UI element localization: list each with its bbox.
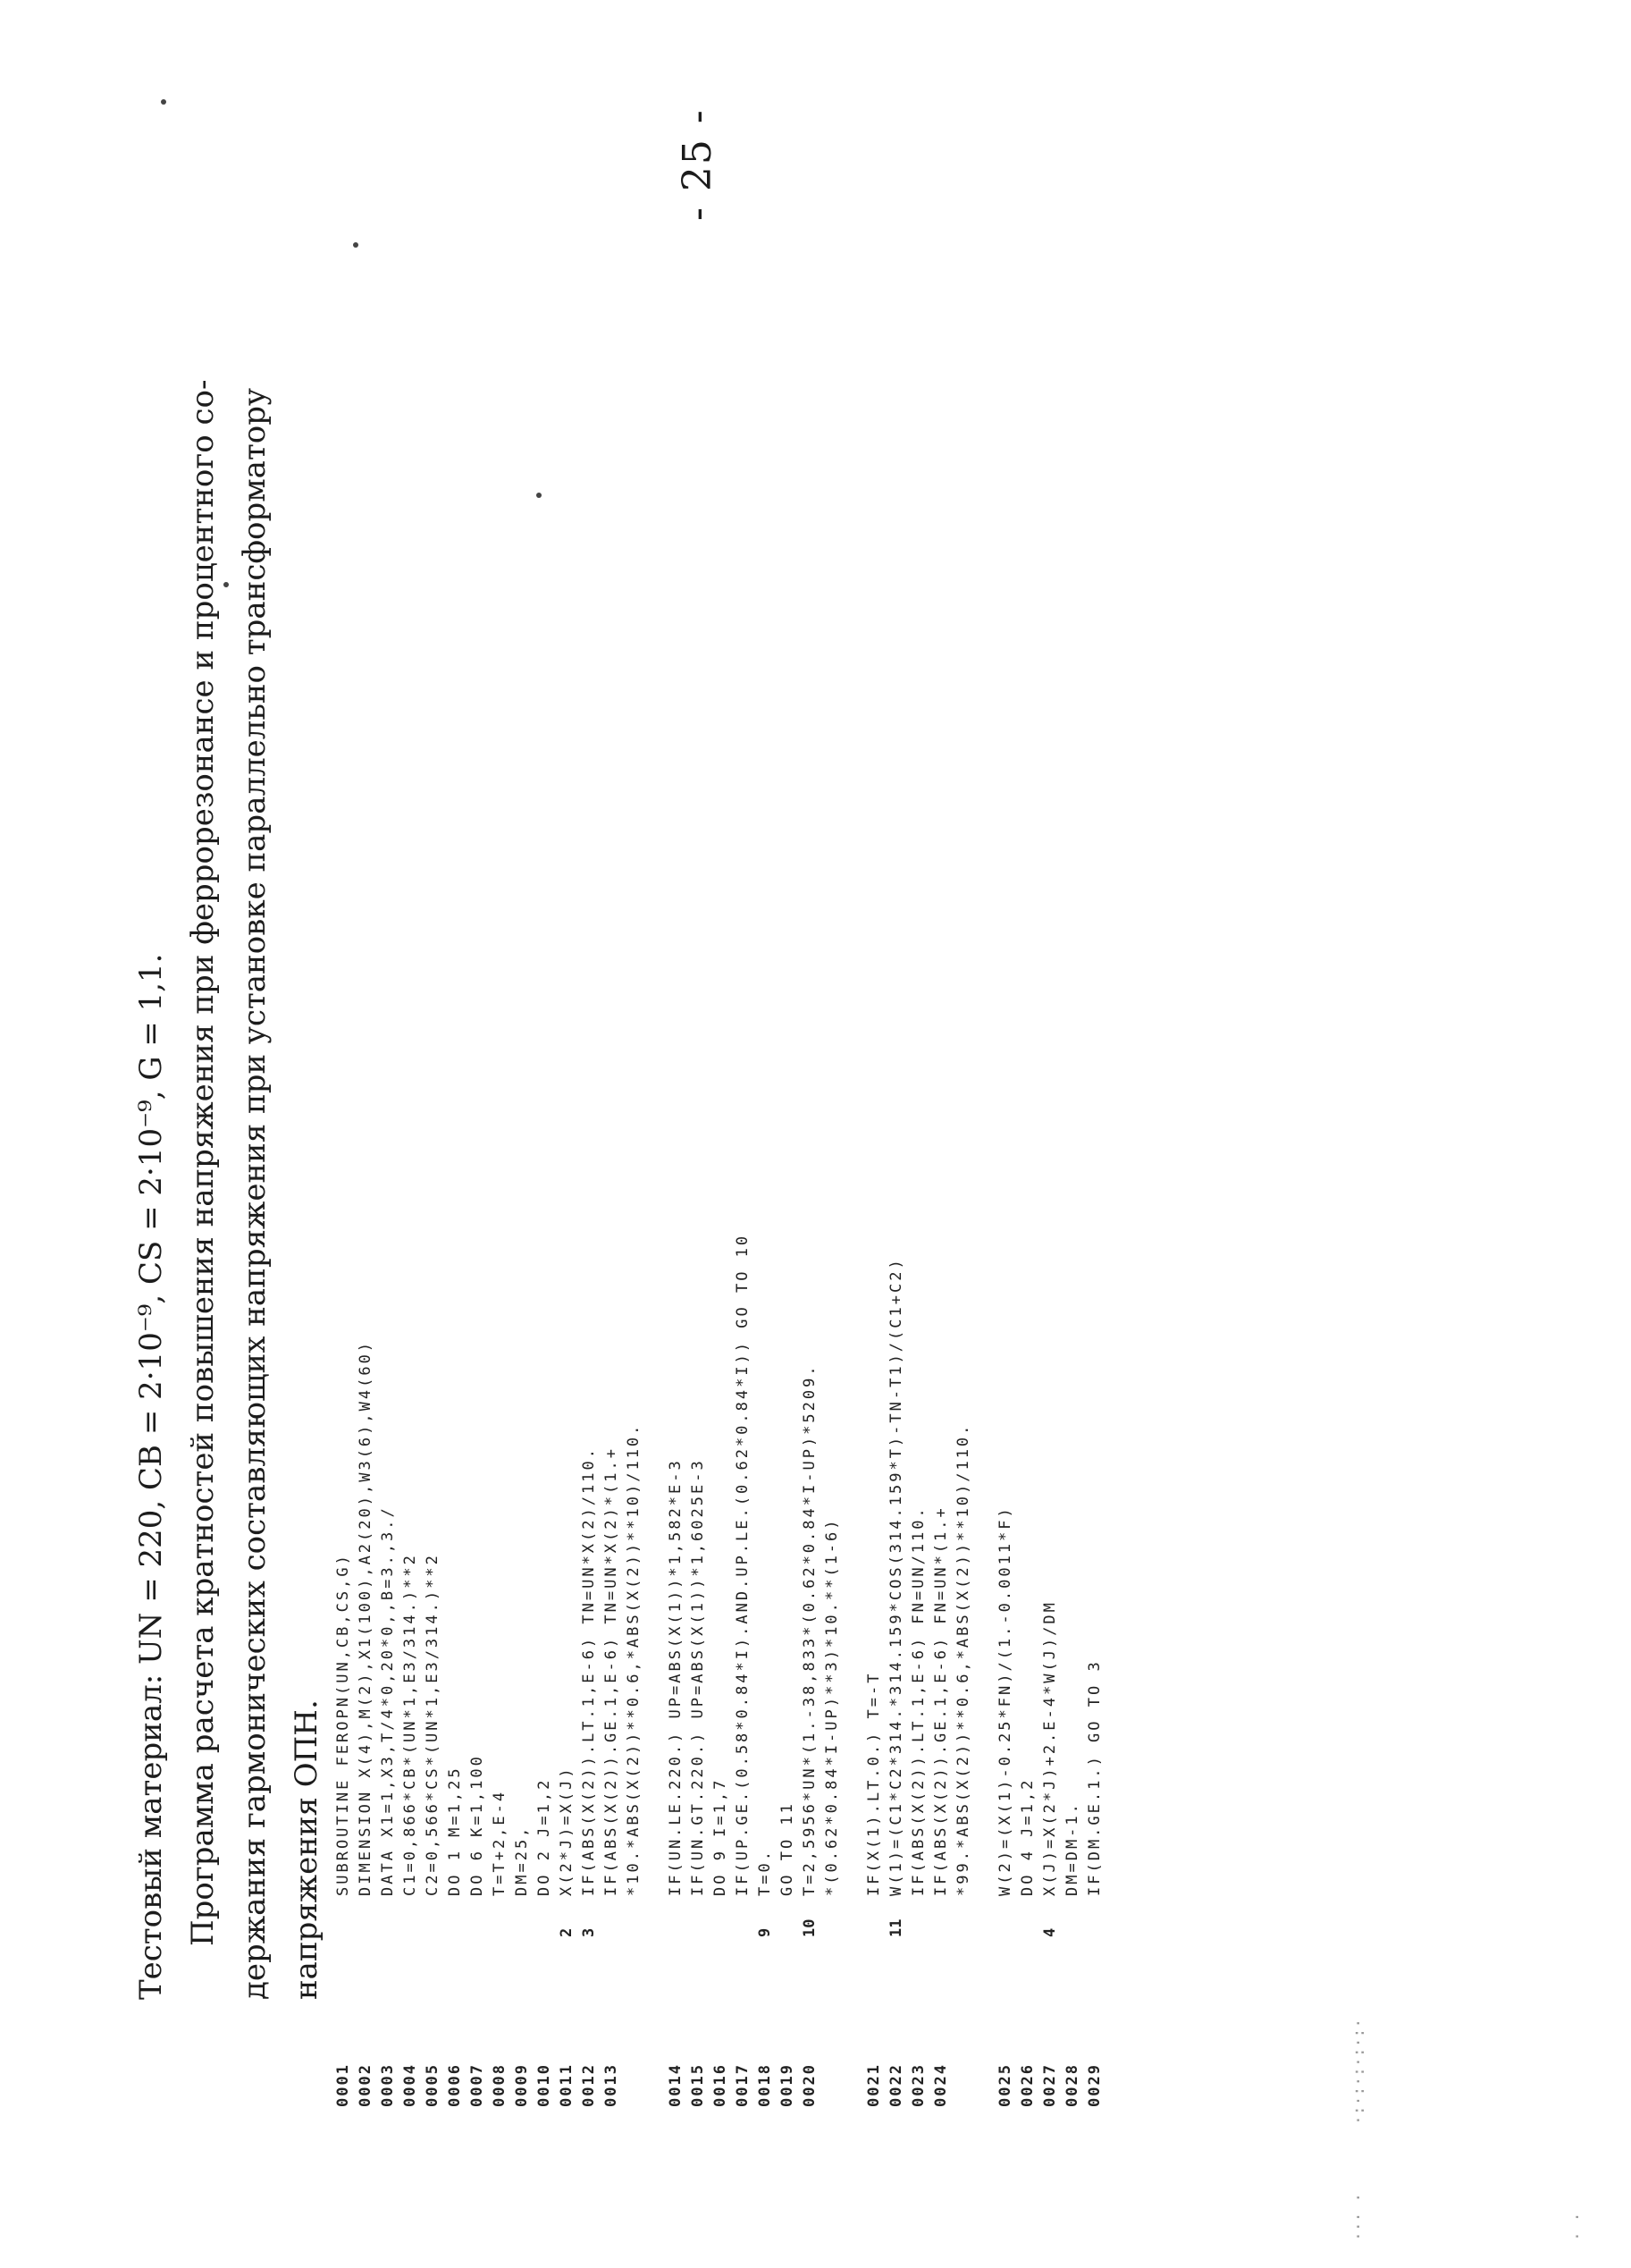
line-number: 0006 [446, 2063, 464, 2107]
statement-text: DO 4 J=1,2 [1019, 1777, 1037, 1896]
line-number: 0013 [602, 2063, 620, 2107]
statement-label [601, 1896, 623, 1937]
document-heading [125, 212, 332, 2000]
statement-label: 4 [1041, 1927, 1059, 1937]
code-line [489, 1234, 511, 2107]
line-number: 0009 [513, 2063, 531, 2107]
test-material-line: Тестовый материал: UN = 220, CB = 2·10⁻⁹, CS = 2·10⁻⁹, G = 1,1. [133, 953, 169, 2000]
statement-label: 11 [887, 1918, 905, 1937]
scan-speck [353, 242, 358, 248]
code-line [863, 1234, 886, 2107]
statement-label [623, 1896, 645, 1937]
code-line [908, 1234, 930, 2107]
code-line [687, 1234, 710, 2107]
statement-text: X(2*J)=X(J) [558, 1766, 576, 1896]
statement-text: IF(UN.LE.220.) UP=ABS(X(1))*1,582*E-3 [667, 1458, 685, 1896]
statement-label [489, 1896, 511, 1937]
line-number: 0017 [734, 2063, 752, 2107]
line-number: 0004 [401, 2063, 419, 2107]
code-line [511, 1234, 534, 2107]
code-line [556, 1234, 578, 2107]
line-number: 0016 [711, 2063, 729, 2107]
statement-label [953, 1896, 975, 1937]
statement-label [444, 1896, 467, 1937]
statement-label [534, 1896, 556, 1937]
statement-label: 3 [580, 1927, 598, 1937]
line-number: 0002 [357, 2063, 374, 2107]
line-number: 0023 [910, 2063, 928, 2107]
line-number: 0028 [1064, 2063, 1081, 2107]
line-number: 0024 [932, 2063, 950, 2107]
scan-speck [223, 582, 229, 587]
line-number: 0029 [1086, 2063, 1104, 2107]
line-number: 0008 [491, 2063, 509, 2107]
statement-label [908, 1896, 930, 1937]
line-number: 0019 [778, 2063, 796, 2107]
line-number: 0005 [424, 2063, 441, 2107]
statement-label: 10 [801, 1918, 819, 1937]
statement-text: W(2)=(X(1)-0.25*FN)/(1.-0.0011*F) [996, 1505, 1014, 1896]
line-number: 0014 [667, 2063, 685, 2107]
statement-text: DO 6 K=1,100 [468, 1754, 486, 1896]
footer-smudge-middle: ·:·:·:·:·:· [1349, 2018, 1368, 2125]
program-description-line-3: напряжения ОПН. [289, 1699, 324, 2000]
statement-label [863, 1896, 886, 1937]
code-line [332, 1234, 355, 2107]
code-line [665, 1234, 687, 2107]
statement-label [687, 1896, 710, 1937]
statement-text: IF(UP.GE.(0.58*0.84*I).AND.UP.LE.(0.62*0.84*I)) GO TO 10 [734, 1233, 752, 1896]
code-line [1062, 1234, 1084, 2107]
scan-speck [161, 99, 166, 105]
statement-text: T=2,5956*UN*(1.-38,833*(0.62*0.84*I-UP)*5209. [801, 1363, 819, 1896]
line-number: 0025 [996, 2063, 1014, 2107]
code-line [623, 1234, 645, 2107]
statement-text: IF(X(1).LT.0.) T=-T [865, 1671, 883, 1896]
statement-label [777, 1896, 799, 1937]
line-number: 0020 [801, 2063, 819, 2107]
statement-text: IF(ABS(X(2)).GE.1,E-6) TN=UN*X(2)*(1.+ [602, 1446, 620, 1896]
program-description-line-1: Программа расчета кратностей повышения напряжения при феррорезонансе и процентного со- [185, 379, 221, 1946]
statement-label [377, 1896, 399, 1937]
code-line [422, 1234, 444, 2107]
code-line [534, 1234, 556, 2107]
footer-smudge-right: ··· · [1349, 2192, 1368, 2241]
statement-text: T=0. [756, 1849, 774, 1896]
statement-label [1017, 1896, 1039, 1937]
line-number: 0010 [535, 2063, 553, 2107]
statement-label: 9 [756, 1927, 774, 1937]
line-number [953, 1937, 975, 2107]
scan-speck [536, 493, 542, 498]
statement-text: IF(DM.GE.1.) GO TO 3 [1086, 1659, 1104, 1896]
statement-text: DO 2 J=1,2 [535, 1777, 553, 1896]
line-number: 0001 [334, 2063, 352, 2107]
footer-smudge-left: · · [1568, 2212, 1587, 2241]
statement-text: DIMENSION X(4),M(2),X1(100),A2(20),W3(6),W4(60) [357, 1339, 374, 1896]
statement-text: SUBROUTINE FEROPN(UN,CB,CS,G) [334, 1553, 352, 1896]
statement-text: IF(ABS(X(2)).GE.1,E-6) FN=UN*(1.+ [932, 1505, 950, 1896]
statement-text: T=T+2,E-4 [491, 1789, 509, 1896]
statement-label [1062, 1896, 1084, 1937]
statement-label [665, 1896, 687, 1937]
statement-text: IF(ABS(X(2)).LT.1,E-6) TN=UN*X(2)/110. [580, 1446, 598, 1896]
page-number: - 25 - [675, 108, 720, 221]
line-number: 0022 [887, 2063, 905, 2107]
statement-label: 2 [558, 1927, 576, 1937]
code-line [799, 1234, 821, 2107]
line-number: 0007 [468, 2063, 486, 2107]
code-line [821, 1234, 844, 2107]
line-number [623, 1937, 645, 2107]
line-number: 0011 [558, 2063, 576, 2107]
statement-text: *10.*ABS(X(2))**0.6,*ABS(X(2))**10)/110. [625, 1422, 643, 1896]
statement-label [332, 1896, 355, 1937]
statement-text: C2=0,566*CS*(UN*1,E3/314.)**2 [424, 1553, 441, 1896]
statement-label [422, 1896, 444, 1937]
line-number: 0018 [756, 2063, 774, 2107]
code-line [1084, 1234, 1106, 2107]
statement-text: GO TO 11 [778, 1801, 796, 1896]
line-number: 0027 [1041, 2063, 1059, 2107]
statement-text: DO 1 M=1,25 [446, 1766, 464, 1896]
code-line [754, 1234, 777, 2107]
code-line [578, 1234, 601, 2107]
statement-text: *(0.62*0.84*I-UP)**3)*10.**(1-6) [823, 1517, 841, 1896]
fortran-listing [332, 1234, 1106, 2107]
code-line [444, 1234, 467, 2107]
code-line [601, 1234, 623, 2107]
line-number: 0003 [379, 2063, 397, 2107]
statement-label [467, 1896, 489, 1937]
code-line [732, 1234, 754, 2107]
statement-label [399, 1896, 422, 1937]
line-number [821, 1937, 844, 2107]
code-line [467, 1234, 489, 2107]
code-line [777, 1234, 799, 2107]
statement-text: IF(UN.GT.220.) UP=ABS(X(1))*1,6025E-3 [689, 1458, 707, 1896]
statement-text: DATA X1=1,X3,T/4*0,20*0,,B=3.,3./ [379, 1505, 397, 1896]
line-number: 0012 [580, 2063, 598, 2107]
statement-text: W(1)=(C1*C2*314.*314.159*COS(314.159*T)-TN-T1)/(C1+C2) [887, 1257, 905, 1896]
statement-label [995, 1896, 1017, 1937]
code-line [995, 1234, 1017, 2107]
statement-label [732, 1896, 754, 1937]
line-number: 0021 [865, 2063, 883, 2107]
code-line [1039, 1234, 1062, 2107]
code-line [355, 1234, 377, 2107]
code-line [930, 1234, 953, 2107]
statement-text: IF(ABS(X(2)).LT.1,E-6) FN=UN/110. [910, 1505, 928, 1896]
statement-label [1084, 1896, 1106, 1937]
statement-text: DM=25, [513, 1825, 531, 1896]
statement-label [710, 1896, 732, 1937]
code-line [710, 1234, 732, 2107]
line-number: 0026 [1019, 2063, 1037, 2107]
statement-text: *99.*ABS(X(2))**0.6,*ABS(X(2))**10)/110. [954, 1422, 972, 1896]
statement-label [355, 1896, 377, 1937]
code-line [377, 1234, 399, 2107]
statement-text: DO 9 I=1,7 [711, 1777, 729, 1896]
line-number: 0015 [689, 2063, 707, 2107]
code-line [886, 1234, 908, 2107]
code-line [1017, 1234, 1039, 2107]
statement-label [930, 1896, 953, 1937]
statement-text: X(J)=X(2*J)+2.E-4*W(J)/DM [1041, 1600, 1059, 1896]
program-description-line-2: держания гармонических составляющих напряжения при установке параллельно трансформатору [237, 388, 273, 2000]
statement-text: DM=DM-1. [1064, 1801, 1081, 1896]
code-line [399, 1234, 422, 2107]
statement-label [821, 1896, 844, 1937]
code-line [953, 1234, 975, 2107]
statement-text: C1=0,866*CB*(UN*1,E3/314.)**2 [401, 1553, 419, 1896]
statement-label [511, 1896, 534, 1937]
